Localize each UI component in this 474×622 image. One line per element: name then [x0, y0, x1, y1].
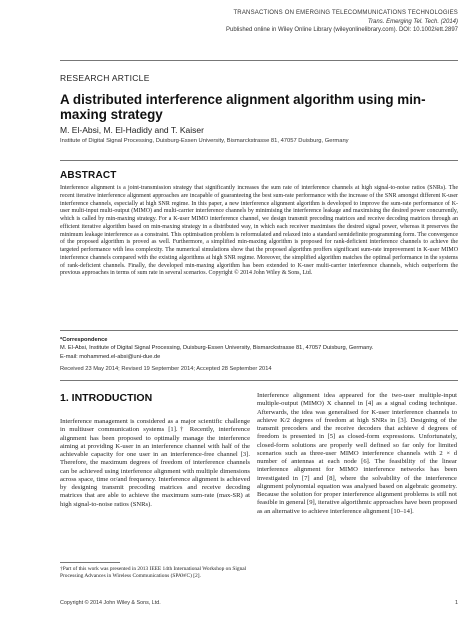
author-affiliation: Institute of Digital Signal Processing, Duisburg-Essen University, Bismarckstrasse 81, 47057 Duisburg, Germany — [60, 138, 349, 144]
article-type: RESEARCH ARTICLE — [60, 73, 150, 83]
dates-divider — [60, 380, 458, 381]
introduction-paragraph-left: Interference management is considered as a major scientific challenge in multiuser communication systems [1].† Recently, interference alignment has been proposed to optimally manage the interference aiming at providing K-user in an interference channel with half of the achievable capacity for one user in an interference-free channel [3]. Therefore, the maximum degrees of freedom of interference channels can be achieved using interference alignment with multiple dimensions across space, time or/and frequency. Interference alignment is achieved by designing transmit precoding matrices and receive decoding matrices that are able to achieve the maximum sum-rate (max-SR) at high signal-to-noise ratios (SNRs). — [60, 418, 250, 508]
author-list: M. El-Absi, M. El-Hadidy and T. Kaiser — [60, 125, 204, 135]
section-heading-introduction: 1. INTRODUCTION — [60, 392, 153, 404]
footnote-divider — [60, 562, 120, 563]
article-title: A distributed interference alignment algorithm using min-maxing strategy — [60, 92, 426, 122]
correspondence-block — [60, 336, 458, 361]
introduction-paragraph-right: Interference alignment idea appeared for the two-user multiple-input multiple-output (MIMO) X channel in [4] as a signal coding technique. Afterwards, the idea was generalised for K-user interference channels to achieve K/2 degrees of freedom at high SNRs in [3]. Designing of the transmit precoders and the receive decoders that achieve d degrees of freedom is presented in [5] as closed-form expressions. Unfortunately, closed-form solutions are properly well defined so far only for limited scenarios such as three-user MIMO interference channels with 2 × d number of antennas at each node [6]. The feasibility of the linear interference alignment for MIMO interference networks has been investigated in [7] and [8], where the solvability of the interference alignment polynomial equation was analysed based on algebraic geometry. Because the solution for proper interference alignment problems is still not feasible in general [9], iterative algorithmic approaches have been proposed as an alternative to achieve interference alignment [10–14]. — [257, 392, 457, 515]
footnote: †Part of this work was presented in 2013 IEEE 14th International Workshop on Signal Processing Advances in Wireless Communications (SPAWC) [2]. — [60, 566, 247, 580]
correspondence-email: E-mail: mohammed.el-absi@uni-due.de — [60, 353, 161, 360]
journal-citation: Trans. Emerging Tel. Tech. (2014) — [367, 18, 458, 25]
page-number: 1 — [455, 600, 458, 606]
abstract-bottom-divider — [60, 330, 458, 331]
abstract-heading: ABSTRACT — [60, 170, 117, 181]
journal-name: TRANSACTIONS ON EMERGING TELECOMMUNICATIONS TECHNOLOGIES — [233, 10, 458, 16]
left-column — [60, 392, 250, 508]
correspondence-title: *Correspondence — [60, 337, 108, 343]
correspondence-address: M. El-Absi, Institute of Digital Signal Processing, Duisburg-Essen University, Bismarckstrasse 81, 47057 Duisburg, Germany. — [60, 345, 374, 352]
header-divider — [60, 60, 458, 61]
copyright-line: Copyright © 2014 John Wiley & Sons, Ltd. — [60, 600, 161, 606]
abstract-top-divider — [60, 160, 458, 161]
journal-header — [226, 9, 458, 35]
article-dates: Received 23 May 2014; Revised 19 September 2014; Accepted 28 September 2014 — [60, 366, 272, 372]
abstract-text: Interference alignment is a joint-transmission strategy that significantly increases the sum rate of interference channels at high signal-to-noise ratios (SNRs). The recent iterative interference alignment approaches are incapable of guaranteeing the best sum-rate performance with the increase of the SNR amongst different K-user interference channels, especially at high SNR regime. In this paper, a new interference alignment algorithm is developed to improve the sum-rate performance of K-user multi-input multi-output (MIMO) and multi-carrier interference channels by minimising the interference leakage and maximising the desired power concurrently, which is called by min-maxing strategy. For a K-user MIMO interference channel, we design transmit precoding matrices and receive decoding matrices through an efficient iterative algorithm based on min-maxing strategy in a distributed way, in which each receiver maximises the desired signal power, whereas it preserves the minimum leakage interference as a constraint. This optimisation problem is reformulated and relaxed into a standard semidefinite programming form. The convergence of the proposed algorithm is proved as well. Furthermore, a simplified min-maxing algorithm is proposed for rank-deficient interference channels to achieve the targeted performance with less complexity. The numerical simulations show that the proposed algorithm proffers significant sum-rate improvement in K-user MIMO interference channels compared with the existing algorithms at high SNR regime. Moreover, the simplified algorithm matches the optimal performance in the systems of rank-deficient channels. Finally, the developed min-maxing algorithm has been extended to K-user multi-carrier interference channels, which outperform the previous approaches in terms of sum rate in several scenarios. Copyright © 2014 John Wiley & Sons, Ltd. — [60, 185, 459, 277]
publication-info: Published online in Wiley Online Library (wileyonlinelibrary.com). DOI: 10.1002/ett.2897 — [225, 27, 458, 33]
